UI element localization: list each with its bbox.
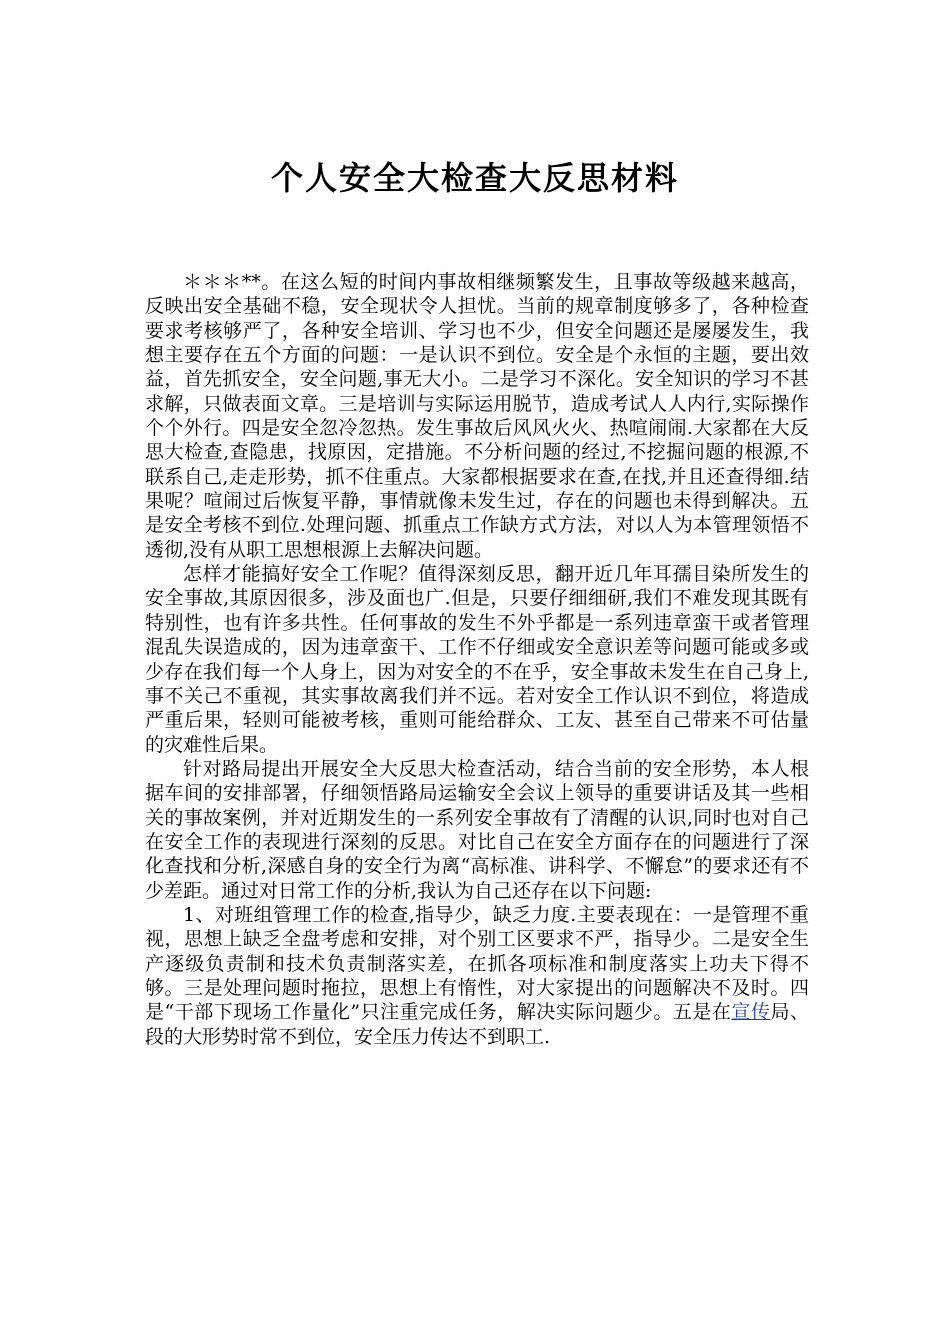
paragraph-3: 针对路局提出开展安全大反思大检查活动，结合当前的安全形势，本人根据车间的安排部署，仔细领悟路局运输安全会议上领导的重要讲话及其一些相关的事故案例，并对近期发生的一系列安全事故有了清醒的认识,同时也对自己在安全工作的表现进行深刻的反思。对比自己在安全方面存在的问题进行了深化查找和分析,深感自身的安全行为离“高标准、讲科学、不懈怠”的要求还有不少差距。通过对日常工作的分析,我认为自己还存在以下问题:	[145, 757, 809, 902]
paragraph-1: ＊＊＊**。在这么短的时间内事故相继频繁发生，且事故等级越来越高，反映出安全基础不稳，安全现状令人担忧。当前的规章制度够多了，各种检查要求考核够严了，各种安全培训、学习也不少，但安全问题还是屡屡发生，我想主要存在五个方面的问题：一是认识不到位。安全是个永恒的主题，要出效益，首先抓安全，安全问题,事无大小。二是学习不深化。安全知识的学习不甚求解，只做表面文章。三是培训与实际运用脱节，造成考试人人内行,实际操作个个外行。四是安全忽冷忽热。发生事故后风风火火、热喧闹闹.大家都在大反思大检查,查隐患，找原因，定措施。不分析问题的经过,不挖掘问题的根源,不联系自己,走走形势，抓不住重点。大家都根据要求在查,在找,并且还查得细.结果呢？喧闹过后恢复平静，事情就像未发生过，存在的问题也未得到解决。五是安全考核不到位.处理问题、抓重点工作缺方式方法，对以人为本管理领悟不透彻,没有从职工思想根源上去解决问题。	[145, 271, 809, 561]
paragraph-2: 怎样才能搞好安全工作呢？值得深刻反思，翻开近几年耳孺目染所发生的安全事故,其原因很多，涉及面也广.但是，只要仔细细研,我们不难发现其既有特别性，也有许多共性。任何事故的发生不外乎都是一系列违章蛮干或者管理混乱失误造成的，因为违章蛮干、工作不仔细或安全意识差等问题可能或多或少存在我们每一个人身上，因为对安全的不在乎，安全事故未发生在自己身上,事不关己不重视，其实事故离我们并不远。若对安全工作认识不到位，将造成严重后果，轻则可能被考核，重则可能给群众、工友、甚至自己带来不可估量的灾难性后果。	[145, 563, 809, 756]
paragraph-4	[145, 903, 809, 1049]
paragraph-4-text-after-link: 局、段的大形势时常不到位，安全压力传达不到职工.	[145, 1001, 809, 1048]
paragraph-4-text-before-link: 1、对班组管理工作的检查,指导少，缺乏力度.主要表现在：一是管理不重视，思想上缺乏全盘考虑和安排，对个别工区要求不严，指导少。二是安全生产逐级负责制和技术负责制落实差，在抓各项标准和制度落实上功夫下得不够。三是处理问题时拖拉，思想上有惰性，对大家提出的问题解决不及时。四是“干部下现场工作量化”只注重完成任务，解决实际问题少。五是在	[145, 903, 809, 1024]
document-title: 个人安全大检查大反思材料	[270, 159, 679, 197]
propaganda-link[interactable]: 宣传	[731, 1001, 771, 1024]
document-body	[145, 270, 809, 1049]
